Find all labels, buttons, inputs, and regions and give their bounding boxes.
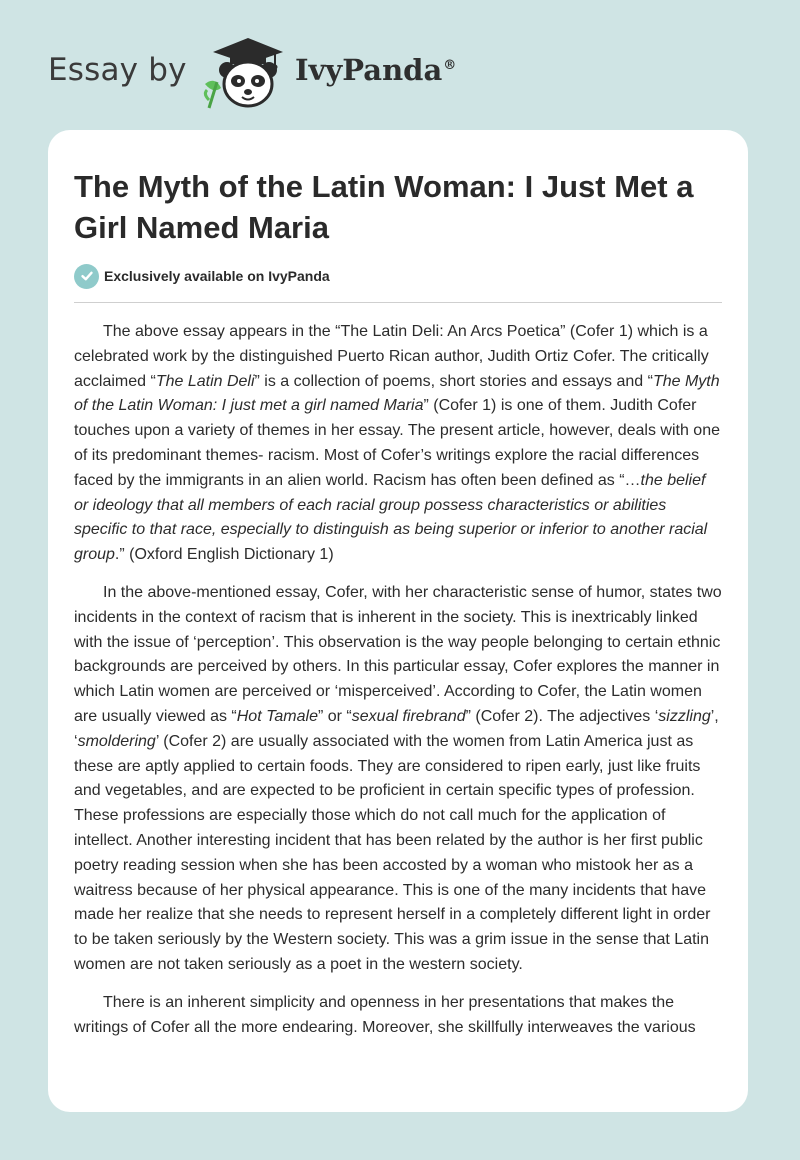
italic-text-run: smoldering	[77, 732, 156, 750]
divider	[74, 302, 722, 303]
text-run: In the above-mentioned essay, Cofer, with her characteristic sense of humor, states two incidents in the context of racism that is inherent in the society. This is inextricably linked with the issue of ‘perception’. This observation is the way people belonging to certain ethnic backgrounds are perceived by others. In this particular essay, Cofer explores the manner in which Latin women are perceived or ‘misperceived’. According to Cofer, the Latin women are usually viewed as “	[74, 583, 722, 725]
italic-text-run: sizzling	[658, 707, 711, 725]
italic-text-run: Hot Tamale	[236, 707, 318, 725]
panda-graduate-icon	[203, 36, 293, 110]
brand-prefix: Essay by	[48, 52, 187, 88]
italic-text-run: sexual firebrand	[351, 707, 466, 725]
text-run: ” (Cofer 2). The adjectives ‘	[465, 707, 659, 725]
italic-text-run: The Latin Deli	[155, 372, 255, 390]
essay-title: The Myth of the Latin Woman: I Just Met a Girl Named Maria	[74, 169, 694, 245]
text-run: ’ (Cofer 2) are usually associated with the women from Latin America just as these are aptly applied to certain foods. They are considered to ripen early, just like fruits and vegetables, and are expected to be proficient in certain specific types of profession. These professions are especially those which do not call much for the application of intellect. Another interesting incident that has been related by the author is her first public poetry reading session when she has been accosted by a woman who mistook her as a waitress because of her physical appearance. This is one of the many incidents that have made her realize that she needs to represent herself in a completely different light in order to be taken seriously by the Western society. This was a grim issue in the sense that Latin women are not taken seriously as a poet in the western society.	[74, 732, 711, 973]
registered-mark: ®	[443, 58, 457, 74]
text-run: ’, ‘	[74, 707, 719, 750]
text-run: The above essay appears in the “The Latin Deli: An Arcs Poetica” (Cofer 1) which is a celebrated work by the distinguished Puerto Rican author, Judith Ortiz Cofer. The critically acclaimed “	[74, 323, 709, 390]
text-run: ” (Cofer 1) is one of them. Judith Cofer touches upon a variety of themes in her essay. The present article, however, deals with one of its predominant themes- racism. Most of Cofer’s writings explore the racial differences faced by the immigrants in an alien world. Racism has often been defined as “…	[74, 397, 720, 489]
paragraph	[74, 991, 724, 1041]
essay-body	[74, 320, 724, 1053]
text-run: ” or “	[317, 707, 352, 725]
exclusive-badge	[74, 263, 330, 289]
paragraph	[74, 581, 724, 978]
italic-text-run: the belief or ideology that all members of each racial group possess characteristics or abilities specific to that race, especially to distinguish as being superior or inferior to another racial group	[74, 471, 708, 564]
brand-name-text: IvyPanda	[295, 53, 443, 87]
text-run: ” is a collection of poems, short stories and essays and “	[254, 372, 653, 390]
brand-name[interactable]	[295, 53, 456, 87]
paragraph	[74, 320, 724, 568]
badge-label: Exclusively available on IvyPanda	[104, 268, 330, 284]
brand-header	[48, 34, 648, 114]
text-run: .” (Oxford English Dictionary 1)	[114, 546, 334, 564]
essay-card	[48, 130, 748, 1112]
italic-text-run: The Myth of the Latin Woman: I just met a girl named Maria	[74, 372, 720, 415]
check-icon	[74, 264, 99, 289]
text-run: There is an inherent simplicity and openness in her presentations that makes the writings of Cofer all the more endearing. Moreover, she skillfully interweaves the various	[74, 993, 696, 1036]
